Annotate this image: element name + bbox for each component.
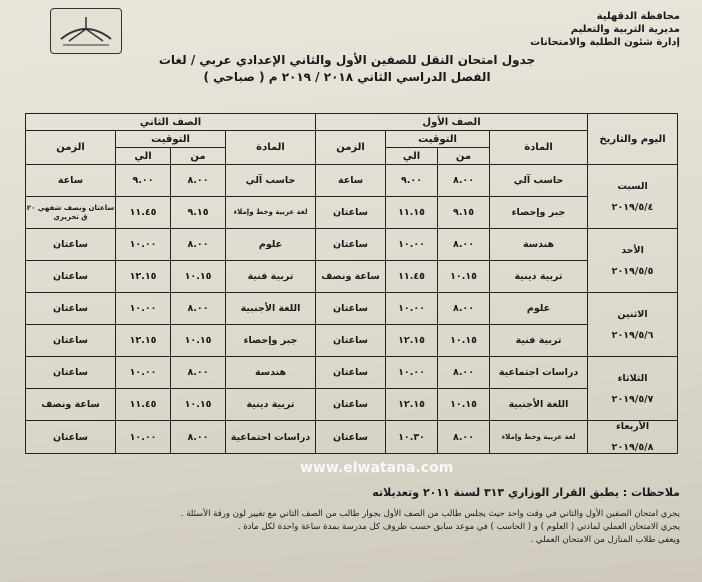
day-date: ٢٠١٩/٥/٥ <box>611 265 654 277</box>
note-1: يجري امتحان الصفين الأول والثاني في وقت واحد حيث يجلس طالب من الصف الأول بجوار طالب من الصف الثاني مع تغيير لون ورقة الأسئلة . <box>180 509 680 519</box>
duration-g1-cell: ساعة ونصف <box>316 261 386 293</box>
header-day-date: اليوم والتاريخ <box>588 114 678 165</box>
duration-g1-cell: ساعتان <box>316 421 386 454</box>
duration-g2-cell: ساعتان <box>26 357 116 389</box>
from-g2-cell: ٨.٠٠ <box>171 357 226 389</box>
header-timing-g2: التوقيت <box>116 131 226 148</box>
duration-g1-cell: ساعتان <box>316 357 386 389</box>
header-from-g1: من <box>438 148 490 165</box>
duration-g2-cell: ساعتان <box>26 229 116 261</box>
duration-g1-cell: ساعتان <box>316 293 386 325</box>
to-g2-cell: ١٠.٠٠ <box>116 357 171 389</box>
subject-g1-cell: تربية دينية <box>490 261 588 293</box>
to-g1-cell: ٩.٠٠ <box>386 165 438 197</box>
table-row <box>26 293 678 325</box>
to-g2-cell: ١١.٤٥ <box>116 389 171 421</box>
from-g2-cell: ٩.١٥ <box>171 197 226 229</box>
note-3: ويعفى طلاب المنازل من الامتحان العملي . <box>530 535 680 545</box>
issuer-header <box>460 10 680 49</box>
from-g2-cell: ١٠.١٥ <box>171 261 226 293</box>
header-grade-2: الصف الثاني <box>26 114 316 131</box>
to-g1-cell: ١٠.٠٠ <box>386 293 438 325</box>
title-line-1: جدول امتحان النقل للصفين الأول والثاني الإعدادي عربي / لغات <box>158 53 536 67</box>
subject-g1-cell: لغة عربية وخط وإملاء <box>490 421 588 454</box>
to-g1-cell: ١٠.٠٠ <box>386 229 438 261</box>
table-row <box>26 261 678 293</box>
day-date: ٢٠١٩/٥/٦ <box>611 329 654 341</box>
header-line-3: إدارة شئون الطلبة والامتحانات <box>530 37 680 48</box>
to-g1-cell: ١٠.٠٠ <box>386 357 438 389</box>
table-row <box>26 197 678 229</box>
subject-g2-cell: علوم <box>226 229 316 261</box>
duration-g2-cell: ساعة <box>26 165 116 197</box>
duration-g1-cell: ساعتان <box>316 229 386 261</box>
note-2: يجري الامتحان العملي لمادتي ( العلوم ) و ( الحاسب ) في موعد سابق حسب ظروف كل مدرسة بمدة ساعة واحدة لكل مادة . <box>237 522 680 532</box>
header-grade-1: الصف الأول <box>316 114 588 131</box>
subject-g2-cell: تربية دينية <box>226 389 316 421</box>
table-row <box>26 389 678 421</box>
to-g1-cell: ١٢.١٥ <box>386 325 438 357</box>
table-row <box>26 229 678 261</box>
schedule-body <box>26 165 678 454</box>
from-g2-cell: ١٠.١٥ <box>171 389 226 421</box>
subject-g2-cell: تربية فنية <box>226 261 316 293</box>
duration-g2-cell: ساعتان <box>26 293 116 325</box>
subject-g2-cell: لغة عربية وخط وإملاء <box>226 197 316 229</box>
day-name: الأربعاء <box>615 421 650 432</box>
duration-g2-cell: ساعتان <box>26 325 116 357</box>
duration-g2-cell: ساعة ونصف <box>26 389 116 421</box>
subject-g1-cell: اللغة الأجنبية <box>490 389 588 421</box>
subject-g1-cell: هندسة <box>490 229 588 261</box>
table-row <box>26 421 678 454</box>
header-duration-g1: الزمن <box>316 131 386 165</box>
from-g2-cell: ٨.٠٠ <box>171 229 226 261</box>
from-g2-cell: ٨.٠٠ <box>171 165 226 197</box>
to-g2-cell: ١١.٤٥ <box>116 197 171 229</box>
from-g2-cell: ٨.٠٠ <box>171 421 226 454</box>
day-name: الأحد <box>621 244 644 256</box>
from-g1-cell: ٨.٠٠ <box>438 229 490 261</box>
duration-g1-cell: ساعتان <box>316 389 386 421</box>
subject-g1-cell: دراسات اجتماعية <box>490 357 588 389</box>
schedule-table <box>25 113 678 454</box>
duration-g1-cell: ساعة <box>316 165 386 197</box>
from-g2-cell: ١٠.١٥ <box>171 325 226 357</box>
duration-g2-cell: ساعتان <box>26 261 116 293</box>
ministry-logo <box>50 8 122 54</box>
notes-list <box>20 508 680 547</box>
day-name: السبت <box>617 180 648 192</box>
duration-g2-cell: ساعتان <box>26 421 116 454</box>
header-subject-g1: المادة <box>490 131 588 165</box>
from-g1-cell: ٨.٠٠ <box>438 165 490 197</box>
to-g2-cell: ١٢.١٥ <box>116 261 171 293</box>
subject-g1-cell: حاسب آلي <box>490 165 588 197</box>
day-date-cell <box>588 421 678 454</box>
from-g1-cell: ١٠.١٥ <box>438 261 490 293</box>
header-line-2: مديرية التربية والتعليم <box>570 24 680 35</box>
to-g2-cell: ٩.٠٠ <box>116 165 171 197</box>
subject-g1-cell: تربية فنية <box>490 325 588 357</box>
to-g1-cell: ١١.٤٥ <box>386 261 438 293</box>
schedule-title <box>112 52 582 86</box>
from-g1-cell: ٨.٠٠ <box>438 357 490 389</box>
duration-g1-cell: ساعتان <box>316 197 386 229</box>
subject-g2-cell: جبر وإحصاء <box>226 325 316 357</box>
day-name: الثلاثاء <box>617 372 648 384</box>
header-subject-g2: المادة <box>226 131 316 165</box>
from-g1-cell: ٩.١٥ <box>438 197 490 229</box>
header-to-g2: الي <box>116 148 171 165</box>
table-row <box>26 325 678 357</box>
table-row <box>26 165 678 197</box>
subject-g2-cell: هندسة <box>226 357 316 389</box>
to-g1-cell: ١١.١٥ <box>386 197 438 229</box>
subject-g2-cell: حاسب آلي <box>226 165 316 197</box>
table-row <box>26 357 678 389</box>
day-name: الاثنين <box>617 308 648 320</box>
subject-g2-cell: دراسات اجتماعية <box>226 421 316 454</box>
header-from-g2: من <box>171 148 226 165</box>
title-line-2: الفصل الدراسي الثاني ٢٠١٨ / ٢٠١٩ م ( صباحي ) <box>203 70 491 84</box>
to-g2-cell: ١٢.١٥ <box>116 325 171 357</box>
duration-g1-cell: ساعتان <box>316 325 386 357</box>
from-g1-cell: ١٠.١٥ <box>438 389 490 421</box>
subject-g1-cell: جبر وإحصاء <box>490 197 588 229</box>
to-g2-cell: ١٠.٠٠ <box>116 229 171 261</box>
day-date-cell <box>588 293 678 357</box>
from-g1-cell: ١٠.١٥ <box>438 325 490 357</box>
day-date: ٢٠١٩/٥/٧ <box>611 393 654 405</box>
subject-g2-cell: اللغة الأجنبية <box>226 293 316 325</box>
to-g2-cell: ١٠.٠٠ <box>116 293 171 325</box>
from-g2-cell: ٨.٠٠ <box>171 293 226 325</box>
header-line-1: محافظة الدقهلية <box>596 11 680 22</box>
from-g1-cell: ٨.٠٠ <box>438 421 490 454</box>
from-g1-cell: ٨.٠٠ <box>438 293 490 325</box>
duration-g2-cell: ساعتان ونصف شفهي ٢٠ ق تحريري <box>26 197 116 229</box>
day-date-cell <box>588 357 678 421</box>
day-date: ٢٠١٩/٥/٨ <box>611 442 654 453</box>
to-g1-cell: ١٠.٣٠ <box>386 421 438 454</box>
watermark-text: www.elwatana.com <box>300 460 454 476</box>
header-to-g1: الي <box>386 148 438 165</box>
day-date-cell <box>588 229 678 293</box>
day-date: ٢٠١٩/٥/٤ <box>611 201 654 213</box>
day-date-cell <box>588 165 678 229</box>
header-duration-g2: الزمن <box>26 131 116 165</box>
subject-g1-cell: علوم <box>490 293 588 325</box>
notes-title: ملاحظات : يطبق القرار الوزاري ٣١٣ لسنة ٢٠١١ وتعديلاته <box>372 486 680 499</box>
to-g1-cell: ١٢.١٥ <box>386 389 438 421</box>
header-timing-g1: التوقيت <box>386 131 490 148</box>
to-g2-cell: ١٠.٠٠ <box>116 421 171 454</box>
